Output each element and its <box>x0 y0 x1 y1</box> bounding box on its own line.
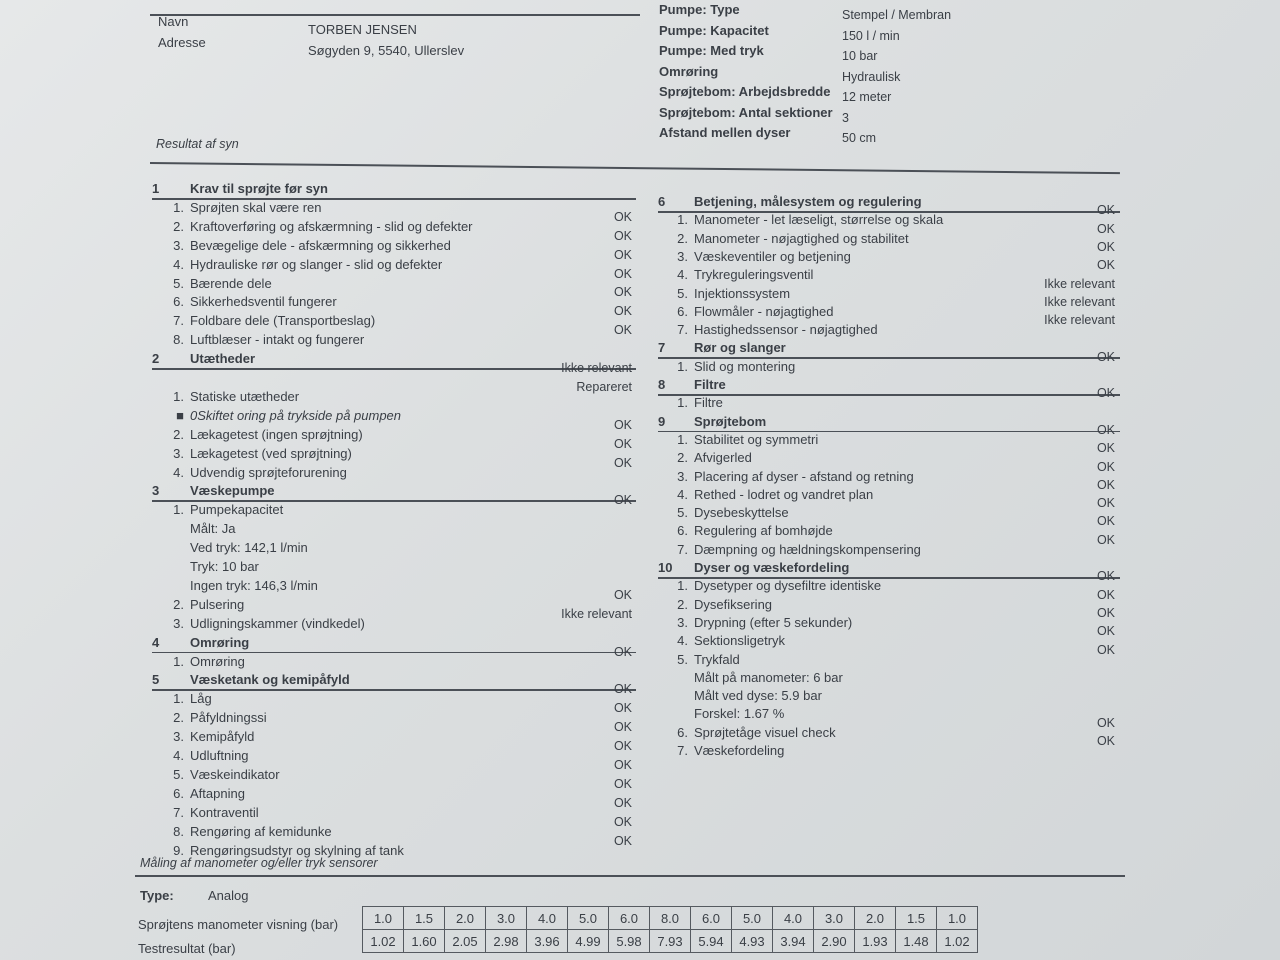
item-status: OK <box>613 757 632 772</box>
item-text: Udligningskammer (vindkedel) <box>190 615 365 631</box>
name-label: Navn <box>158 14 189 29</box>
test-value-cell: 2.90 <box>814 930 855 953</box>
spec-value: 12 meter <box>842 90 892 104</box>
item-status: OK <box>1096 569 1115 584</box>
test-value-cell: 3.94 <box>773 930 814 953</box>
test-value-cell: 7.93 <box>650 930 691 953</box>
item-status: OK <box>613 266 632 281</box>
item-text: Placering af dyser - afstand og retning <box>694 468 914 484</box>
gauge-value-cell: 5.0 <box>568 907 609 930</box>
item-status: OK <box>613 228 632 243</box>
item-number: 1. <box>173 388 184 404</box>
spec-value: 3 <box>842 110 849 125</box>
spec-value: 10 bar <box>842 49 878 63</box>
item-number: 1. <box>173 691 184 707</box>
item-text: Drypning (efter 5 sekunder) <box>694 614 853 630</box>
item-number: 7. <box>677 322 688 338</box>
item-status: OK <box>613 814 632 829</box>
item-status: OK <box>1096 459 1115 474</box>
item-status: OK <box>613 417 632 432</box>
item-text: Kontraventil <box>190 804 259 820</box>
section-number: 2 <box>152 351 160 367</box>
item-text: Slid og montering <box>694 358 796 374</box>
item-number: 3. <box>173 237 184 253</box>
item-status: Ikke relevant <box>1044 276 1115 291</box>
section-title: Betjening, målesystem og regulering <box>694 194 922 209</box>
section-number: 7 <box>658 340 666 356</box>
item-text: Injektionssystem <box>694 285 791 301</box>
spec-value: Stempel / Membran <box>842 8 952 22</box>
item-text: Rethed - lodret og vandret plan <box>694 486 874 502</box>
item-text: Flowmåler - nøjagtighed <box>694 303 834 319</box>
item-text: Luftblæser - intakt og fungerer <box>190 332 365 348</box>
item-status: OK <box>1096 587 1115 602</box>
item-text: Pulsering <box>190 596 245 612</box>
item-number: 6. <box>677 303 688 319</box>
item-number: 2. <box>677 230 688 246</box>
section-number: 5 <box>152 672 160 688</box>
test-value-cell: 2.05 <box>445 930 486 953</box>
item-text: Sektionsligetryk <box>694 633 786 649</box>
spec-label: Pumpe: Type <box>659 2 740 17</box>
item-number: 4. <box>677 486 688 502</box>
item-text: Dysetyper og dysefiltre identiske <box>694 578 882 594</box>
section-number: 4 <box>152 634 160 650</box>
section-number: 10 <box>658 560 673 575</box>
item-text: Rengøringsudstyr og skylning af tank <box>190 842 404 858</box>
item-text: Bærende dele <box>190 275 272 291</box>
item-number: 5. <box>173 275 184 291</box>
test-value-cell: 4.93 <box>732 930 773 953</box>
test-row <box>363 930 978 953</box>
item-status: OK <box>1096 605 1115 620</box>
item-status: OK <box>1096 514 1115 529</box>
item-number: 7. <box>173 313 184 329</box>
item-status: OK <box>1096 715 1115 730</box>
item-number: 3. <box>173 615 184 631</box>
test-value-cell: 1.60 <box>404 930 445 953</box>
item-status: OK <box>1096 258 1115 273</box>
spec-label: Sprøjtebom: Arbejdsbredde <box>659 84 831 99</box>
gauge-row-label: Sprøjtens manometer visning (bar) <box>138 917 339 932</box>
item-status: OK <box>1096 496 1115 511</box>
item-status: OK <box>1096 349 1115 364</box>
item-text: Foldbare dele (Transportbeslag) <box>190 313 376 329</box>
item-status: OK <box>613 455 632 470</box>
item-text: Bevægelige dele - afskærmning og sikkerhed <box>190 237 451 253</box>
gauge-value-cell: 2.0 <box>445 907 486 930</box>
item-status: Ikke relevant <box>1044 313 1115 328</box>
item-number: 4. <box>677 633 688 649</box>
address-value: Søgyden 9, 5540, Ullerslev <box>308 43 465 58</box>
spec-label: Pumpe: Med tryk <box>659 43 764 58</box>
item-text: Hastighedssensor - nøjagtighed <box>694 322 878 338</box>
item-text: Målt på manometer: 6 bar <box>694 669 843 685</box>
test-value-cell: 5.98 <box>609 930 650 953</box>
item-text: Manometer - nøjagtighed og stabilitet <box>694 230 909 246</box>
item-text: Ved tryk: 142,1 l/min <box>190 540 308 556</box>
item-text: Filtre <box>694 395 723 411</box>
test-value-cell: 2.98 <box>486 930 527 953</box>
item-status: OK <box>613 247 632 262</box>
item-number: 4. <box>677 267 688 283</box>
section-title: Væsketank og kemipåfyld <box>190 672 350 688</box>
section-number: 8 <box>658 377 666 392</box>
item-number: 2. <box>677 450 688 466</box>
item-text: Låg <box>190 691 212 707</box>
section-number: 6 <box>658 194 666 209</box>
item-number: 7. <box>677 743 688 758</box>
item-text: 0Skiftet oring på trykside på pumpen <box>190 407 402 423</box>
item-status: OK <box>613 833 632 848</box>
item-status: OK <box>613 304 632 319</box>
test-value-cell: 4.99 <box>568 930 609 953</box>
item-number: 6. <box>173 294 184 310</box>
item-number: 5. <box>677 651 688 667</box>
item-text: Forskel: 1.67 % <box>694 706 785 722</box>
item-status: OK <box>613 644 632 659</box>
item-text: Aftapning <box>190 785 245 801</box>
gauge-value-cell: 2.0 <box>855 907 896 930</box>
item-text: Omrøring <box>190 653 245 669</box>
item-status: OK <box>613 209 632 224</box>
item-text: Påfyldningssi <box>190 710 267 726</box>
item-number: 8. <box>173 823 184 839</box>
test-value-cell: 1.93 <box>855 930 896 953</box>
item-number: 1. <box>173 502 184 518</box>
item-number: ■ <box>176 407 184 423</box>
item-text: Sikkerhedsventil fungerer <box>190 294 337 310</box>
item-number: 7. <box>677 541 688 557</box>
item-text: Udvendig sprøjteforurening <box>190 464 347 480</box>
item-text: Væskeindikator <box>190 766 280 782</box>
section-title: Væskepumpe <box>190 483 275 499</box>
item-status: OK <box>613 285 632 300</box>
test-value-cell: 5.94 <box>691 930 732 953</box>
gauge-value-cell: 6.0 <box>691 907 732 930</box>
item-status: OK <box>1096 624 1115 639</box>
item-text: Væskeventiler og betjening <box>694 248 851 264</box>
item-number: 5. <box>677 505 688 521</box>
top-rule <box>150 14 640 16</box>
gauge-value-cell: 1.0 <box>363 907 404 930</box>
item-number: 5. <box>677 285 688 301</box>
measurement-rule <box>135 875 1125 877</box>
spec-value: 50 cm <box>842 131 877 145</box>
item-number: 3. <box>173 445 184 461</box>
item-number: 2. <box>173 218 184 234</box>
item-status: Ikke relevant <box>561 606 632 621</box>
name-value: TORBEN JENSEN <box>308 22 417 37</box>
item-number: 2. <box>173 596 184 612</box>
item-status: Ikke relevant <box>561 361 632 375</box>
item-text: Sprøjtetåge visuel check <box>694 724 836 740</box>
item-text: Afvigerled <box>694 450 752 466</box>
item-number: 3. <box>173 729 184 745</box>
item-status: OK <box>1096 532 1115 547</box>
item-number: 5. <box>173 766 184 782</box>
section-number: 1 <box>152 181 160 196</box>
item-status: OK <box>1096 477 1115 492</box>
gauge-value-cell: 1.0 <box>937 907 978 930</box>
gauge-value-cell: 1.5 <box>404 907 445 930</box>
spec-value: 150 l / min <box>842 28 900 43</box>
pressure-table <box>362 906 978 953</box>
test-value-cell: 1.48 <box>896 930 937 953</box>
item-number: 7. <box>173 804 184 820</box>
gauge-value-cell: 6.0 <box>609 907 650 930</box>
item-status: OK <box>1096 221 1115 236</box>
item-text: Lækagetest (ingen sprøjtning) <box>190 426 363 442</box>
item-status: OK <box>613 795 632 810</box>
item-status: OK <box>613 701 632 716</box>
item-text: Målt ved dyse: 5.9 bar <box>694 688 822 704</box>
section-title: Krav til sprøjte før syn <box>190 181 328 196</box>
spec-label: Afstand mellen dyser <box>659 125 791 140</box>
section-title: Dyser og væskefordeling <box>694 560 850 575</box>
gauge-value-cell: 4.0 <box>773 907 814 930</box>
section-title: Sprøjtebom <box>694 413 767 429</box>
gauge-value-cell: 1.5 <box>896 907 937 930</box>
item-number: 1. <box>677 395 688 411</box>
item-status: OK <box>613 776 632 791</box>
item-status: OK <box>1096 386 1115 401</box>
item-number: 3. <box>677 468 688 484</box>
section-title: Omrøring <box>190 634 250 650</box>
item-text: Kraftoverføring og afskærmning - slid og defekter <box>190 218 473 234</box>
item-text: Dysefiksering <box>694 596 773 612</box>
item-number: 1. <box>173 199 184 215</box>
item-number: 4. <box>173 748 184 763</box>
item-status: OK <box>613 493 632 508</box>
item-text: Dysebeskyttelse <box>694 505 789 521</box>
item-text: Trykfald <box>694 651 740 667</box>
gauge-value-cell: 8.0 <box>650 907 691 930</box>
item-text: Dæmpning og hældningskompensering <box>694 541 921 557</box>
item-number: 1. <box>677 358 688 374</box>
results-rule <box>150 162 1120 174</box>
type-label: Type: <box>140 888 174 903</box>
gauge-value-cell: 3.0 <box>814 907 855 930</box>
item-text: Manometer - let læseligt, størrelse og skala <box>694 212 944 228</box>
item-text: Rengøring af kemidunke <box>190 823 332 839</box>
item-number: 6. <box>173 785 184 801</box>
item-number: 6. <box>677 523 688 539</box>
item-status: OK <box>1096 734 1115 748</box>
item-text: Regulering af bomhøjde <box>694 523 833 539</box>
gauge-value-cell: 3.0 <box>486 907 527 930</box>
test-value-cell: 3.96 <box>527 930 568 953</box>
item-status: OK <box>1096 441 1115 456</box>
item-number: 2. <box>173 710 184 726</box>
item-status: OK <box>613 682 632 697</box>
item-number: 1. <box>677 431 688 447</box>
spec-value: Hydraulisk <box>842 69 901 84</box>
item-text: Tryk: 10 bar <box>190 559 259 574</box>
test-value-cell: 1.02 <box>937 930 978 953</box>
measurement-title: Måling af manometer og/eller tryk sensorer <box>140 856 378 870</box>
item-number: 1. <box>677 578 688 594</box>
item-number: 2. <box>173 426 184 442</box>
item-number: 6. <box>677 724 688 740</box>
item-number: 4. <box>173 256 184 272</box>
spec-label: Sprøjtebom: Antal sektioner <box>659 104 833 120</box>
item-text: Udluftning <box>190 748 249 763</box>
gauge-row <box>363 907 978 930</box>
item-status: Ikke relevant <box>1044 294 1115 309</box>
item-status: OK <box>1096 203 1115 218</box>
section-number: 3 <box>152 483 160 499</box>
item-status: OK <box>1096 239 1115 254</box>
item-text: Trykreguleringsventil <box>694 267 814 283</box>
item-text: Målt: Ja <box>190 521 236 537</box>
gauge-value-cell: 4.0 <box>527 907 568 930</box>
item-number: 3. <box>677 248 688 264</box>
spec-label: Pumpe: Kapacitet <box>659 22 769 38</box>
test-row-label: Testresultat (bar) <box>138 941 236 956</box>
spec-label: Omrøring <box>659 63 719 79</box>
results-title: Resultat af syn <box>156 137 239 151</box>
item-status: Repareret <box>576 379 632 394</box>
item-number: 3. <box>677 614 688 630</box>
item-text: Hydrauliske rør og slanger - slid og defekter <box>190 256 443 272</box>
item-status: OK <box>613 720 632 735</box>
test-value-cell: 1.02 <box>363 930 404 953</box>
item-text: Ingen tryk: 146,3 l/min <box>190 577 318 593</box>
item-text: Lækagetest (ved sprøjtning) <box>190 445 352 461</box>
item-number: 4. <box>173 464 184 480</box>
item-number: 1. <box>677 212 688 228</box>
item-status: OK <box>613 739 632 753</box>
item-number: 1. <box>173 653 184 669</box>
item-status: OK <box>613 436 632 451</box>
item-status: OK <box>613 587 632 602</box>
item-number: 2. <box>677 596 688 612</box>
section-title: Utætheder <box>190 351 256 367</box>
address-label: Adresse <box>158 35 206 50</box>
type-value: Analog <box>208 888 249 903</box>
item-status: OK <box>1096 642 1115 657</box>
gauge-value-cell: 5.0 <box>732 907 773 930</box>
section-title: Filtre <box>694 377 726 392</box>
item-status: OK <box>1096 422 1115 437</box>
item-text: Statiske utætheder <box>190 388 300 404</box>
section-number: 9 <box>658 413 666 429</box>
item-text: Sprøjten skal være ren <box>190 199 322 215</box>
item-text: Kemipåfyld <box>190 729 255 745</box>
item-number: 9. <box>173 842 184 858</box>
item-text: Stabilitet og symmetri <box>694 431 819 447</box>
item-text: Væskefordeling <box>694 743 785 758</box>
item-text: Pumpekapacitet <box>190 502 284 518</box>
item-number: 8. <box>173 332 184 348</box>
section-title: Rør og slanger <box>694 340 786 356</box>
item-status: OK <box>613 323 632 338</box>
